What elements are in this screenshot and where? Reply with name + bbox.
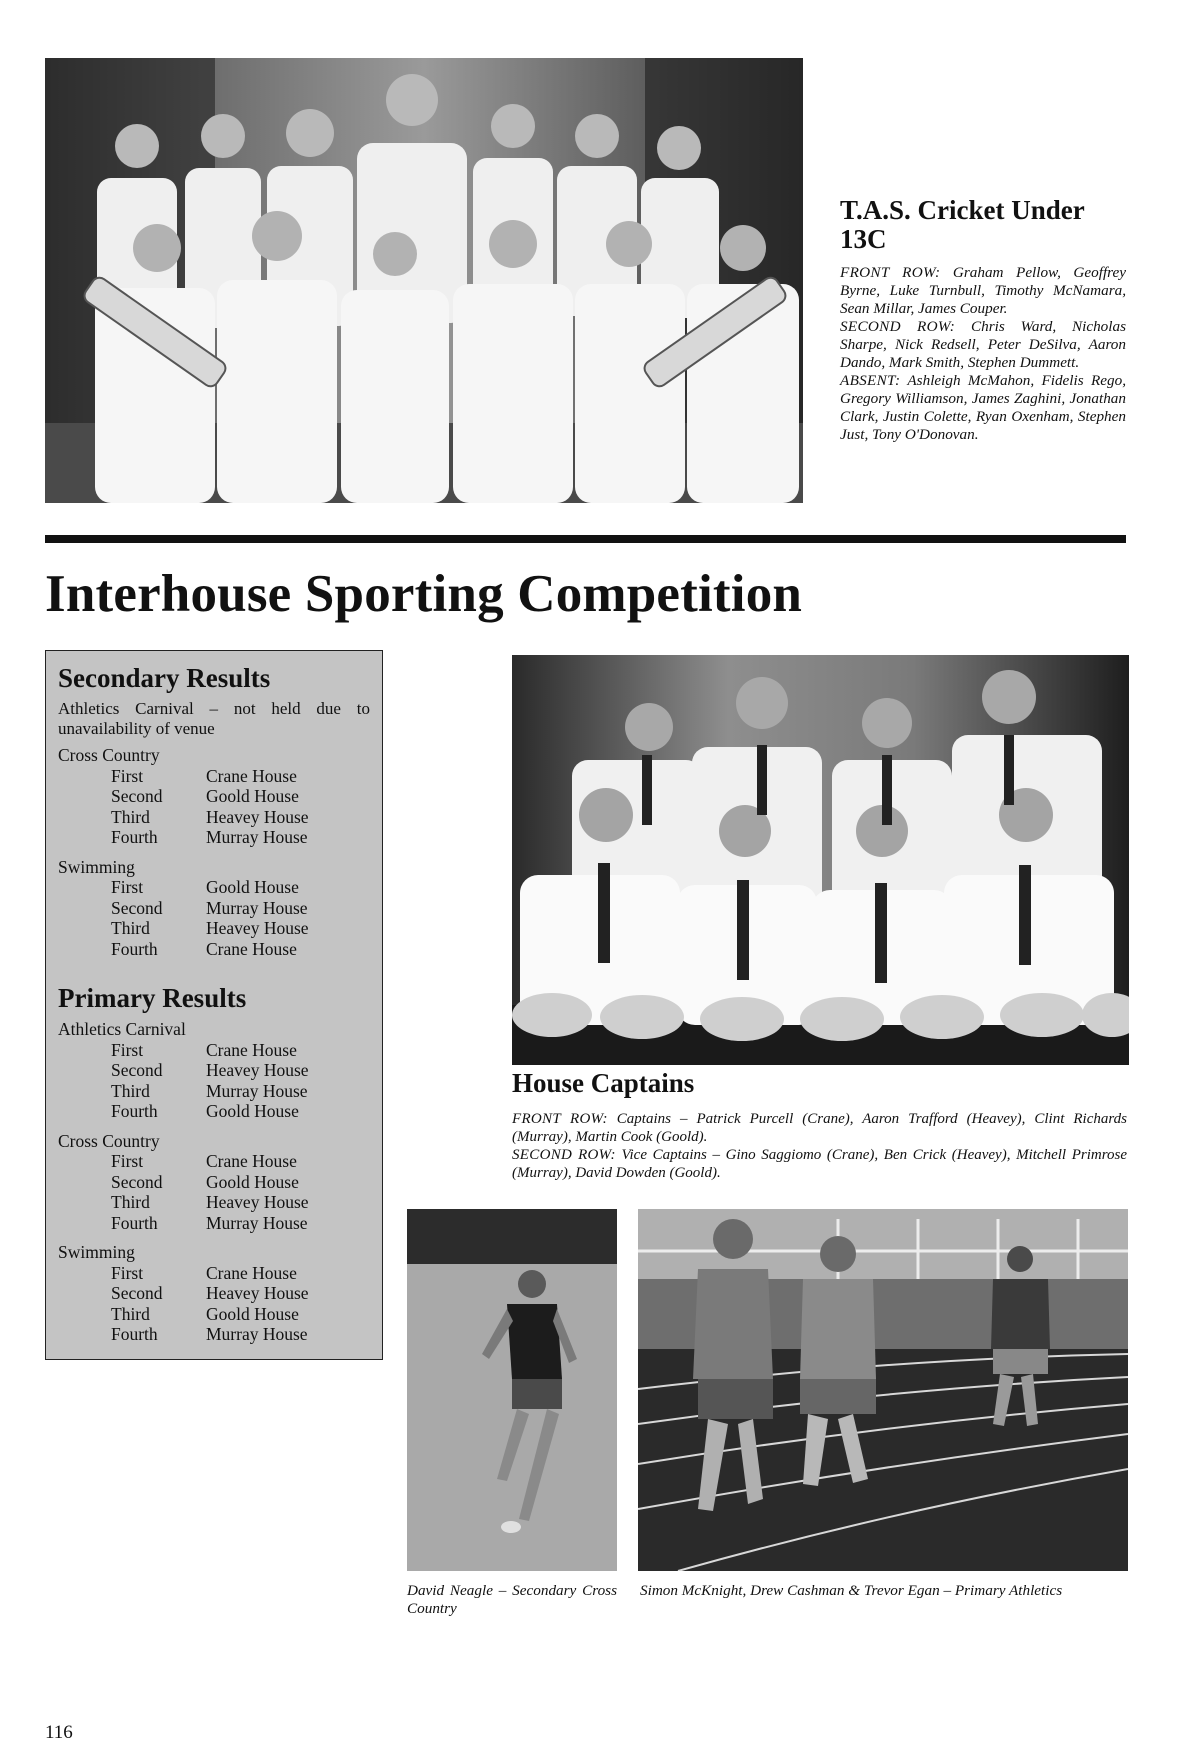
result-place: Third [111, 806, 150, 827]
captains-photo-image [512, 655, 1129, 1065]
cross-country-photo [407, 1209, 617, 1571]
athletics-caption: Simon McKnight, Drew Cashman & Trevor Egan – Primary Athletics [640, 1582, 1063, 1599]
result-row [58, 766, 382, 787]
section-divider [45, 535, 1126, 543]
result-house: Murray House [206, 827, 308, 847]
cricket-photo-image [45, 58, 803, 503]
result-row [58, 877, 382, 898]
primary-athletics-photo [638, 1209, 1128, 1571]
result-row [58, 1213, 382, 1234]
result-house: Heavey House [206, 1192, 309, 1212]
result-house: Heavey House [206, 1060, 309, 1080]
result-place: Second [111, 1060, 163, 1080]
second-row-names: Chris Ward, Nicholas Sharpe, Nick Redsell, Peter DeSilva, Aaron Dando, Mark Smith, Stephen Dummett. [840, 318, 1127, 371]
secondary-note: Athletics Carnival – not held due to unavailability of venue [58, 699, 370, 738]
result-house: Crane House [206, 1262, 297, 1283]
result-row [58, 1040, 382, 1061]
athletics-photo-image [638, 1209, 1128, 1571]
result-place: Third [111, 1303, 150, 1324]
absent-label: ABSENT: [840, 372, 901, 389]
page-title: Interhouse Sporting Competition [45, 565, 803, 623]
result-house: Crane House [206, 1151, 297, 1171]
cricket-names [840, 264, 1126, 444]
primary-events [58, 1019, 382, 1345]
result-row [58, 1283, 382, 1304]
result-row [58, 1192, 382, 1213]
result-place: Fourth [111, 827, 158, 847]
event-name: Swimming [58, 1242, 135, 1262]
result-row [58, 1172, 382, 1193]
result-house: Crane House [206, 1039, 297, 1060]
result-house: Crane House [206, 765, 297, 786]
result-row [58, 939, 382, 960]
cross-country-caption: David Neagle – Secondary Cross Country [407, 1582, 617, 1617]
result-house: Heavey House [206, 806, 309, 827]
front-row-label: FRONT ROW: [840, 264, 941, 281]
result-row [58, 898, 382, 919]
result-row [58, 918, 382, 939]
result-row [58, 1324, 382, 1345]
house-captains-caption [512, 1068, 1127, 1182]
event-name: Athletics Carnival [58, 1019, 186, 1039]
result-row [58, 807, 382, 828]
result-house: Heavey House [206, 918, 309, 938]
captains-second-label: SECOND ROW: [512, 1147, 616, 1163]
captains-front-text: Captains – Patrick Purcell (Crane), Aaron Trafford (Heavey), Clint Richards (Murray), Martin Cook (Goold). [512, 1111, 1128, 1145]
result-place: Third [111, 1192, 150, 1212]
runner-photo-image [407, 1209, 617, 1571]
captains-front-label: FRONT ROW: [512, 1111, 608, 1127]
secondary-events [58, 745, 382, 959]
result-house: Murray House [206, 1324, 308, 1344]
result-row [58, 786, 382, 807]
result-row [58, 1060, 382, 1081]
captains-second-text: Vice Captains – Gino Saggiomo (Crane), Ben Crick (Heavey), Mitchell Primrose (Murray), David Dowden (Goold). [512, 1147, 1128, 1181]
event-name: Cross Country [58, 1130, 160, 1151]
secondary-heading: Secondary Results [58, 663, 271, 693]
event-name: Cross Country [58, 745, 160, 765]
event-name: Swimming [58, 856, 135, 877]
house-captains-photo [512, 655, 1129, 1065]
result-row [58, 1151, 382, 1172]
result-house: Heavey House [206, 1283, 309, 1303]
result-row [58, 827, 382, 848]
absent-names: Ashleigh McMahon, Fidelis Rego, Gregory Williamson, James Zaghini, Jonathan Clark, Justin Colette, Ryan Oxenham, Stephen Just, Tony O'Donovan. [840, 372, 1126, 443]
result-house: Murray House [206, 1080, 308, 1101]
cricket-team-photo [45, 58, 803, 503]
result-place: First [111, 765, 144, 786]
cricket-caption [840, 196, 1126, 444]
result-place: Third [111, 1080, 150, 1101]
result-row [58, 1101, 382, 1122]
house-captains-names [512, 1110, 1127, 1182]
result-place: Fourth [111, 938, 158, 959]
primary-heading: Primary Results [58, 983, 247, 1013]
result-row [58, 1263, 382, 1284]
result-house: Goold House [206, 786, 299, 806]
house-captains-title: House Captains [512, 1068, 695, 1098]
result-place: First [111, 1151, 144, 1171]
result-place: Second [111, 1283, 163, 1303]
front-row-names: Graham Pellow, Geoffrey Byrne, Luke Turnbull, Timothy McNamara, Sean Millar, James Couper. [840, 264, 1126, 317]
event-block [58, 1019, 382, 1122]
result-house: Crane House [206, 938, 297, 959]
result-place: First [111, 877, 144, 897]
result-row [58, 1081, 382, 1102]
event-block [58, 1131, 382, 1234]
results-box [45, 650, 383, 1360]
result-place: First [111, 1262, 144, 1283]
result-house: Murray House [206, 1212, 308, 1233]
result-place: Second [111, 786, 163, 806]
result-house: Goold House [206, 877, 299, 897]
result-place: Second [111, 1171, 163, 1192]
result-house: Murray House [206, 897, 308, 918]
result-house: Goold House [206, 1171, 299, 1192]
event-block [58, 745, 382, 848]
result-house: Goold House [206, 1303, 299, 1324]
event-block [58, 857, 382, 960]
result-place: Fourth [111, 1101, 158, 1121]
result-place: Second [111, 897, 163, 918]
result-place: Third [111, 918, 150, 938]
result-house: Goold House [206, 1101, 299, 1121]
result-place: Fourth [111, 1324, 158, 1344]
result-place: Fourth [111, 1212, 158, 1233]
cricket-title: T.A.S. Cricket Under 13C [840, 195, 1085, 254]
result-place: First [111, 1039, 144, 1060]
result-row [58, 1304, 382, 1325]
page-number: 116 [45, 1722, 73, 1743]
second-row-label: SECOND ROW: [840, 318, 956, 335]
event-block [58, 1242, 382, 1345]
